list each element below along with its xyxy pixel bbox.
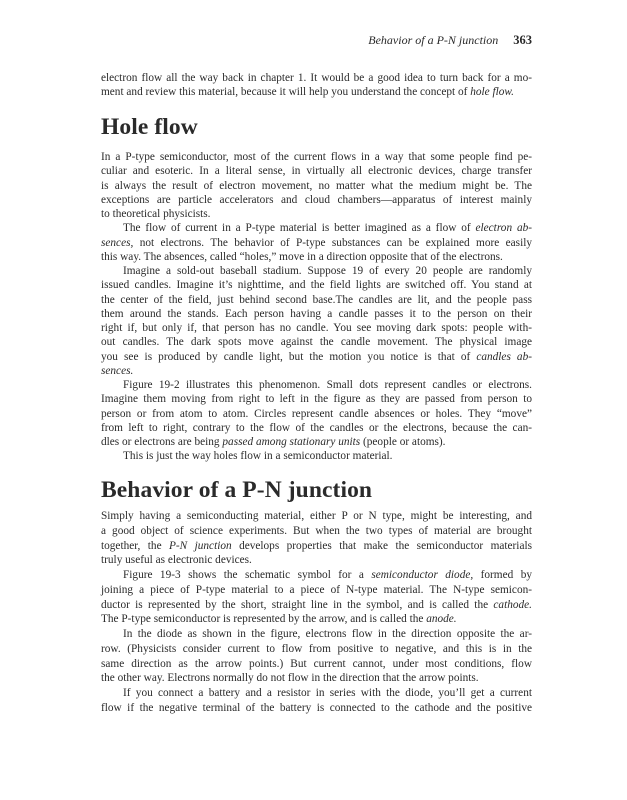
body-text: a good object of science experiments. But when the two types of material are brought [101,524,532,537]
section-heading-hole-flow: Hole flow [101,114,198,140]
text-line [101,407,532,421]
body-text: you see is produced by candle light, but the motion you notice is that of [101,350,477,363]
body-text: together, the [101,539,170,552]
text-line [101,421,532,435]
body-text: ment and review this material, because it will help you understand the concept of [101,86,471,99]
text-line [101,583,532,598]
body-text: dles or electrons are being [101,436,223,448]
emphasis-text: cathode. [493,598,532,611]
emphasis-text: candles ab- [476,350,532,363]
body-text: this way. The absences, called “holes,” move in a direction opposite that of the electrons. [101,250,503,263]
text-line [101,71,532,85]
emphasis-text: sences, [101,236,134,249]
text-line [101,307,532,321]
text-line [101,435,532,449]
body-text: exceptions are particle accelerators and cloud chambers—apparatus of interest mainly [101,193,532,206]
emphasis-text: sences. [101,364,134,377]
running-header [368,33,532,48]
body-text: is always the result of electron movement, no matter what the medium might be. The [101,179,532,192]
text-line [101,449,532,463]
body-text: Simply having a semiconducting material, either P or N type, might be interesting, and [101,510,532,522]
text-line [101,207,532,221]
text-line [101,278,532,292]
text-line [101,85,532,99]
body-text: not electrons. The behavior of P-type substances can be explained more easily [133,236,532,249]
emphasis-text: semiconductor diode, [371,569,474,581]
body-text: The P-type semiconductor is represented by the arrow, and is called the [101,613,427,626]
body-text: the center of the field, just behind second base.The candles are lit, and the people pass [101,293,532,306]
text-line [101,335,532,349]
body-text: (people or atoms). [360,436,446,448]
text-line [101,671,532,686]
text-line [101,221,532,235]
body-text: right if, but only if, that person has no candle. You see moving dark spots: people with- [101,322,532,334]
emphasis-text: passed among stationary units [222,436,361,448]
emphasis-text: P-N junction [169,539,232,552]
text-line [101,179,532,193]
body-text: ductor is represented by the short, straight line in the symbol, and is called the [101,598,494,611]
body-text: If you connect a battery and a resistor in series with the diode, you’ll get a current [123,687,532,699]
text-line [101,642,532,657]
text-line [101,612,532,627]
text-line [101,378,532,392]
text-line [101,293,532,307]
body-text: This is just the way holes flow in a semiconductor material. [123,450,393,463]
text-line [101,150,532,164]
text-line [101,392,532,406]
text-line [101,321,532,335]
body-text: Figure 19-2 illustrates this phenomenon. Small dots represent candles or electrons. [123,379,532,391]
body-text: electron flow all the way back in chapter 1. It would be a good idea to turn back for a mo- [101,72,532,84]
body-text: flow if the negative terminal of the battery is connected to the cathode and the positive [101,701,532,714]
text-line [101,364,532,378]
body-text: same direction as the arrow points.) But current cannot, under most conditions, flow [101,657,532,670]
emphasis-text: anode. [426,613,457,626]
body-text: Imagine them moving from right to left in the figure as they are passed from person to [101,393,532,406]
body-text: from left to right, contrary to the flow of the candles or the electrons, because the can- [101,421,532,434]
pn-junction-body [101,509,532,716]
text-line [101,701,532,716]
section-heading-pn-junction: Behavior of a P-N junction [101,477,373,503]
text-line [101,236,532,250]
text-line [101,350,532,364]
text-line [101,568,532,583]
body-text: culiar and esoteric. In a literal sense, in virtually all electronic devices, charge transfer [101,165,532,178]
body-text: develops properties that make the semiconductor materials [231,539,532,552]
body-text: joining a piece of P-type material to a piece of N-type material. The N-type semicon- [101,583,532,596]
body-text: person or from atom to atom. Circles represent candle absences or holes. They “move” [101,407,532,420]
body-text: to theoretical physicists. [101,208,211,220]
text-line [101,193,532,207]
page-number: 363 [513,33,532,47]
emphasis-text: hole flow. [470,86,514,99]
body-text: the other way. Electrons normally do not flow in the direction that the arrow points. [101,672,479,685]
body-text: row. (Physicists consider current to flow from positive to negative, and this is in the [101,642,532,655]
text-line [101,524,532,539]
text-line [101,686,532,701]
text-line [101,598,532,613]
text-line [101,164,532,178]
body-text: them around the stands. Each person having a candle passes it to the person on their [101,307,532,320]
body-text: truly useful as electronic devices. [101,554,252,567]
text-line [101,264,532,278]
body-text: Figure 19-3 shows the schematic symbol for a [123,569,372,581]
hole-flow-body [101,150,532,464]
emphasis-text: electron ab- [475,222,532,235]
text-line [101,539,532,554]
text-line [101,553,532,568]
running-title: Behavior of a P-N junction [368,33,499,47]
body-text: The flow of current in a P-type material is better imagined as a flow of [123,222,476,235]
body-text: formed by [473,569,532,581]
body-text: issued candles. Imagine it’s nighttime, and the field lights are switched off. You stand at [101,279,532,292]
body-text: Imagine a sold-out baseball stadium. Suppose 19 of every 20 people are randomly [123,265,532,277]
text-line [101,509,532,524]
text-line [101,627,532,642]
body-text: out candles. The dark spots move against the candle movement. The physical image [101,336,532,349]
body-text: In the diode as shown in the figure, electrons flow in the direction opposite the ar- [123,628,532,640]
text-line [101,657,532,672]
text-line [101,250,532,264]
intro-paragraph [101,71,532,100]
body-text: In a P-type semiconductor, most of the current flows in a way that some people find pe- [101,151,532,163]
